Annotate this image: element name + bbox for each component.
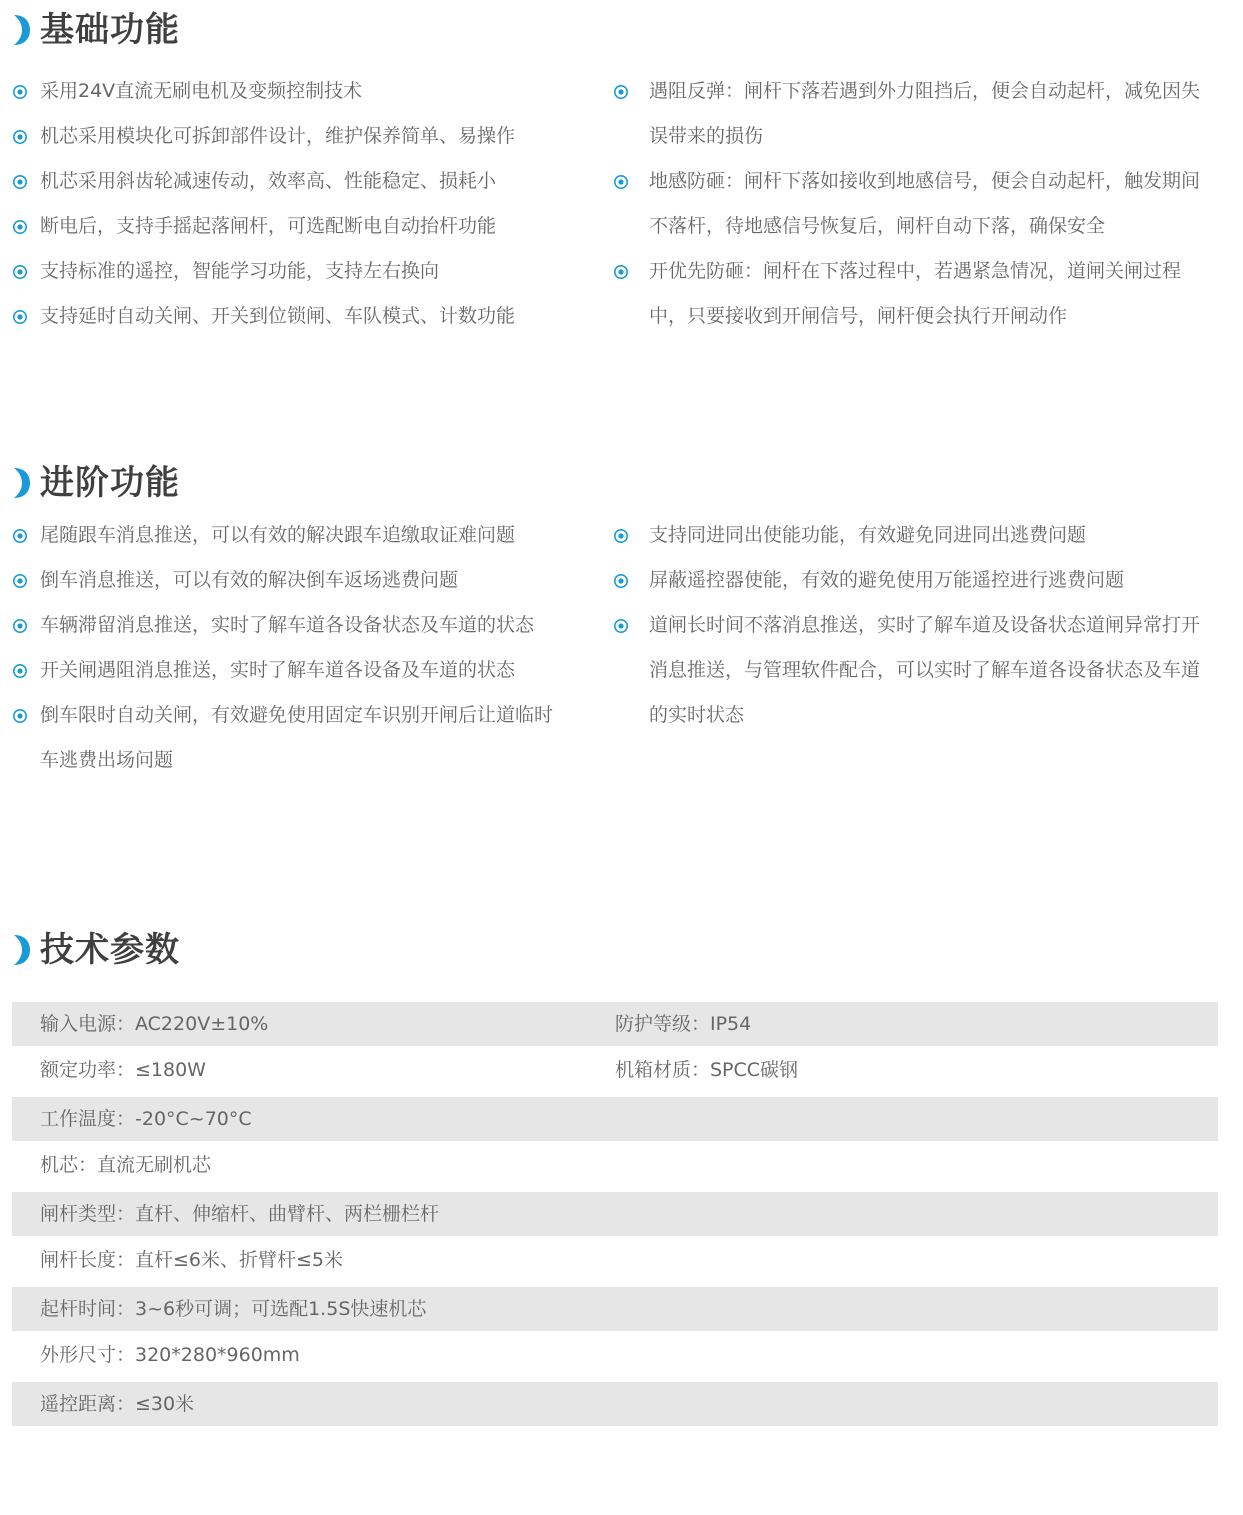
bullet-icon: [12, 219, 28, 235]
section-title-basic: [12, 10, 180, 50]
bullet-icon: [12, 84, 28, 100]
list-item: [613, 603, 1228, 738]
table-row: [12, 1287, 1218, 1331]
list-item-text: 机芯采用模块化可拆卸部件设计，维护保养简单、易操作: [40, 125, 516, 147]
title-mark-icon: [12, 466, 32, 500]
list-item: [613, 249, 1228, 339]
table-row: [12, 1192, 1218, 1236]
list-item-line: 屏蔽遥控器使能，有效的避免使用万能遥控进行逃费问题: [649, 569, 1125, 591]
list-item: [12, 648, 592, 693]
list-item-line: 尾随跟车消息推送，可以有效的解决跟车追缴取证难问题: [40, 524, 516, 546]
list-item-text: 支持标准的遥控，智能学习功能，支持左右换向: [40, 260, 440, 282]
table-row: [12, 1238, 1218, 1286]
spec-cell: 输入电源：AC220V±10%: [40, 1012, 269, 1035]
list-item: [12, 114, 592, 159]
list-item: [12, 603, 592, 648]
bullet-icon: [12, 129, 28, 145]
list-item: [613, 159, 1228, 249]
table-row: [12, 1097, 1218, 1141]
list-item: [613, 69, 1228, 159]
list-item-line: 倒车消息推送，可以有效的解决倒车返场逃费问题: [40, 569, 459, 591]
list-item: [12, 294, 592, 339]
advanced-right-list: [613, 513, 1228, 738]
bullet-icon: [12, 309, 28, 325]
list-item-line: 倒车限时自动关闸，有效避免使用固定车识别开闸后让道临时: [40, 704, 554, 726]
list-item-line: 中，只要接收到开闸信号，闸杆便会执行开闸动作: [649, 305, 1068, 327]
bullet-icon: [613, 174, 629, 190]
spec-cell: 遥控距离：≤30米: [40, 1392, 195, 1415]
spec-cell: 防护等级：IP54: [615, 1012, 752, 1035]
bullet-icon: [12, 663, 28, 679]
list-item-line: 地感防砸：闸杆下落如接收到地感信号，便会自动起杆，触发期间: [649, 170, 1201, 192]
bullet-icon: [613, 573, 629, 589]
section-heading: 基础功能: [40, 10, 180, 50]
list-item-line: 消息推送，与管理软件配合，可以实时了解车道各设备状态及车道: [649, 659, 1201, 681]
section-title-advanced: [12, 463, 180, 503]
bullet-icon: [12, 174, 28, 190]
list-item-line: 道闸长时间不落消息推送，实时了解车道及设备状态道闸异常打开: [649, 614, 1201, 636]
list-item-line: 不落杆，待地感信号恢复后，闸杆自动下落，确保安全: [649, 215, 1106, 237]
list-item: [12, 249, 592, 294]
table-row: [12, 1002, 1218, 1046]
basic-left-list: [12, 69, 592, 339]
bullet-icon: [613, 618, 629, 634]
list-item: [12, 69, 592, 114]
bullet-icon: [613, 84, 629, 100]
spec-cell: 闸杆类型：直杆、伸缩杆、曲臂杆、两栏栅栏杆: [40, 1202, 440, 1225]
table-row: [12, 1333, 1218, 1381]
bullet-icon: [12, 573, 28, 589]
title-mark-icon: [12, 933, 32, 967]
section-heading: 进阶功能: [40, 463, 180, 503]
bullet-icon: [12, 528, 28, 544]
advanced-left-list: [12, 513, 592, 783]
spec-cell: 机箱材质：SPCC碳钢: [615, 1058, 799, 1081]
title-mark-icon: [12, 13, 32, 47]
spec-cell: 起杆时间：3~6秒可调；可选配1.5S快速机芯: [40, 1297, 427, 1320]
bullet-icon: [12, 264, 28, 280]
list-item-line: 误带来的损伤: [649, 125, 764, 147]
list-item-line: 开优先防砸：闸杆在下落过程中，若遇紧急情况，道闸关闸过程: [649, 260, 1182, 282]
table-row: [12, 1143, 1218, 1191]
list-item: [12, 513, 592, 558]
bullet-icon: [12, 708, 28, 724]
list-item: [12, 693, 592, 783]
bullet-icon: [12, 618, 28, 634]
list-item: [12, 204, 592, 249]
list-item-text: 支持延时自动关闸、开关到位锁闸、车队模式、计数功能: [40, 305, 516, 327]
list-item-line: 遇阻反弹：闸杆下落若遇到外力阻挡后，便会自动起杆，减免因失: [649, 80, 1201, 102]
list-item-line: 开关闸遇阻消息推送，实时了解车道各设备及车道的状态: [40, 659, 516, 681]
list-item: [613, 558, 1228, 603]
spec-cell: 额定功率：≤180W: [40, 1058, 206, 1081]
spec-cell: 外形尺寸：320*280*960mm: [40, 1343, 300, 1366]
list-item-line: 支持同进同出使能功能，有效避免同进同出逃费问题: [649, 524, 1087, 546]
list-item: [12, 558, 592, 603]
table-row: [12, 1048, 1218, 1096]
list-item: [12, 159, 592, 204]
list-item-line: 车逃费出场问题: [40, 749, 174, 771]
list-item: [613, 513, 1228, 558]
section-title-specs: [12, 930, 180, 970]
list-item-text: 断电后，支持手摇起落闸杆，可选配断电自动抬杆功能: [40, 215, 497, 237]
list-item-text: 采用24V直流无刷电机及变频控制技术: [40, 80, 363, 102]
bullet-icon: [613, 528, 629, 544]
list-item-line: 的实时状态: [649, 704, 745, 726]
bullet-icon: [613, 264, 629, 280]
spec-cell: 闸杆长度：直杆≤6米、折臂杆≤5米: [40, 1248, 344, 1271]
spec-cell: 机芯：直流无刷机芯: [40, 1153, 212, 1176]
table-row: [12, 1382, 1218, 1426]
spec-cell: 工作温度：-20°C~70°C: [40, 1107, 252, 1130]
basic-right-list: [613, 69, 1228, 339]
section-heading: 技术参数: [40, 930, 180, 970]
specs-table: [12, 1000, 1218, 1428]
list-item-line: 车辆滞留消息推送，实时了解车道各设备状态及车道的状态: [40, 614, 535, 636]
list-item-text: 机芯采用斜齿轮减速传动，效率高、性能稳定、损耗小: [40, 170, 497, 192]
